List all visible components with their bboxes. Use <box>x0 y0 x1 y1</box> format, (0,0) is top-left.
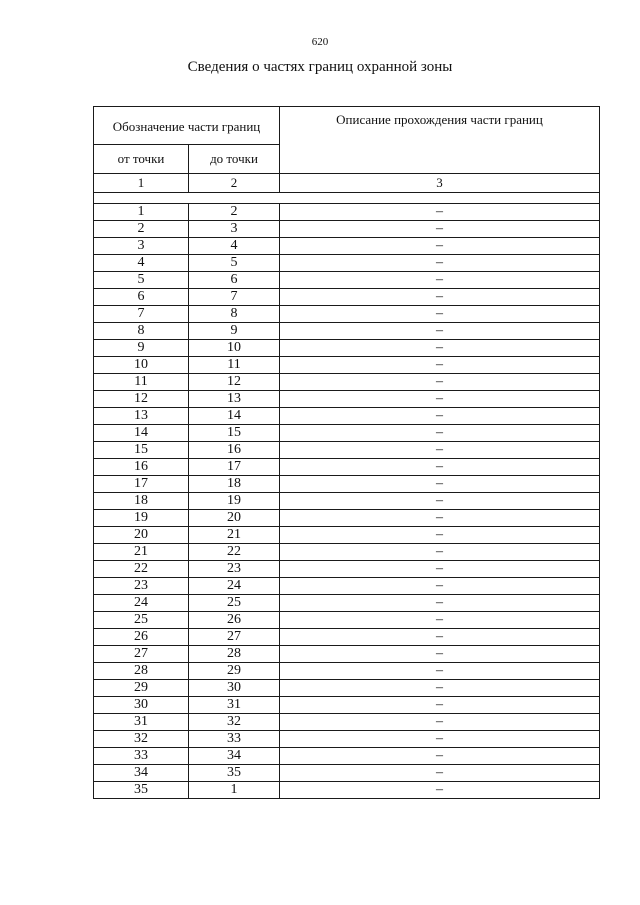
to-point-cell: 17 <box>189 459 280 476</box>
table-row <box>94 527 600 544</box>
description-cell: – <box>280 748 600 765</box>
to-point-cell: 7 <box>189 289 280 306</box>
to-point-cell: 12 <box>189 374 280 391</box>
to-point-cell: 13 <box>189 391 280 408</box>
table-header-row <box>94 107 600 145</box>
to-point-cell: 3 <box>189 221 280 238</box>
description-cell: – <box>280 306 600 323</box>
from-point-cell: 23 <box>94 578 189 595</box>
description-cell: – <box>280 238 600 255</box>
from-point-cell: 21 <box>94 544 189 561</box>
description-cell: – <box>280 374 600 391</box>
to-point-cell: 33 <box>189 731 280 748</box>
table-row <box>94 255 600 272</box>
from-point-cell: 34 <box>94 765 189 782</box>
description-cell: – <box>280 391 600 408</box>
description-cell: – <box>280 680 600 697</box>
table-row <box>94 646 600 663</box>
table-row <box>94 782 600 799</box>
description-cell: – <box>280 340 600 357</box>
from-point-cell: 2 <box>94 221 189 238</box>
description-cell: – <box>280 765 600 782</box>
from-point-cell: 5 <box>94 272 189 289</box>
from-point-cell: 27 <box>94 646 189 663</box>
from-point-cell: 12 <box>94 391 189 408</box>
description-cell: – <box>280 595 600 612</box>
table-row <box>94 714 600 731</box>
table-row <box>94 510 600 527</box>
table-row <box>94 748 600 765</box>
from-point-cell: 7 <box>94 306 189 323</box>
table-row <box>94 629 600 646</box>
to-point-cell: 5 <box>189 255 280 272</box>
description-cell: – <box>280 527 600 544</box>
from-point-cell: 13 <box>94 408 189 425</box>
table-row <box>94 272 600 289</box>
table-row <box>94 578 600 595</box>
description-cell: – <box>280 493 600 510</box>
description-cell: – <box>280 476 600 493</box>
table-row <box>94 340 600 357</box>
to-point-cell: 9 <box>189 323 280 340</box>
table-row <box>94 663 600 680</box>
from-point-cell: 3 <box>94 238 189 255</box>
to-point-cell: 15 <box>189 425 280 442</box>
to-point-cell: 6 <box>189 272 280 289</box>
to-point-cell: 11 <box>189 357 280 374</box>
description-cell: – <box>280 272 600 289</box>
from-point-cell: 33 <box>94 748 189 765</box>
to-point-cell: 29 <box>189 663 280 680</box>
to-point-cell: 26 <box>189 612 280 629</box>
table-row <box>94 731 600 748</box>
to-point-cell: 25 <box>189 595 280 612</box>
description-cell: – <box>280 612 600 629</box>
to-point-cell: 27 <box>189 629 280 646</box>
table-row <box>94 289 600 306</box>
table-row <box>94 697 600 714</box>
from-point-cell: 16 <box>94 459 189 476</box>
to-point-cell: 8 <box>189 306 280 323</box>
description-cell: – <box>280 408 600 425</box>
table-row <box>94 238 600 255</box>
from-point-cell: 25 <box>94 612 189 629</box>
description-cell: – <box>280 697 600 714</box>
to-point-cell: 23 <box>189 561 280 578</box>
from-point-cell: 28 <box>94 663 189 680</box>
description-header: Описание прохождения части границ <box>280 107 600 174</box>
table-row <box>94 408 600 425</box>
table-row <box>94 561 600 578</box>
table-row <box>94 595 600 612</box>
from-point-cell: 9 <box>94 340 189 357</box>
to-point-cell: 1 <box>189 782 280 799</box>
designation-header: Обозначение части границ <box>94 107 280 145</box>
table-row <box>94 544 600 561</box>
table-row <box>94 374 600 391</box>
table-row <box>94 442 600 459</box>
from-point-cell: 19 <box>94 510 189 527</box>
to-point-cell: 4 <box>189 238 280 255</box>
to-point-cell: 10 <box>189 340 280 357</box>
from-point-cell: 15 <box>94 442 189 459</box>
to-point-cell: 31 <box>189 697 280 714</box>
description-cell: – <box>280 459 600 476</box>
table-row <box>94 323 600 340</box>
description-cell: – <box>280 204 600 221</box>
column-number-2: 2 <box>189 174 280 193</box>
to-point-cell: 24 <box>189 578 280 595</box>
to-point-header: до точки <box>189 145 280 174</box>
table-row <box>94 204 600 221</box>
spacer-cell <box>94 193 600 204</box>
description-cell: – <box>280 425 600 442</box>
from-point-cell: 4 <box>94 255 189 272</box>
table-row <box>94 357 600 374</box>
to-point-cell: 14 <box>189 408 280 425</box>
to-point-cell: 20 <box>189 510 280 527</box>
column-number-row <box>94 174 600 193</box>
table-row <box>94 680 600 697</box>
to-point-cell: 28 <box>189 646 280 663</box>
description-cell: – <box>280 561 600 578</box>
description-cell: – <box>280 544 600 561</box>
description-cell: – <box>280 289 600 306</box>
from-point-cell: 30 <box>94 697 189 714</box>
description-cell: – <box>280 629 600 646</box>
description-cell: – <box>280 442 600 459</box>
table-row <box>94 221 600 238</box>
from-point-cell: 20 <box>94 527 189 544</box>
from-point-cell: 14 <box>94 425 189 442</box>
to-point-cell: 2 <box>189 204 280 221</box>
page-number: 620 <box>311 36 329 48</box>
to-point-cell: 19 <box>189 493 280 510</box>
from-point-cell: 10 <box>94 357 189 374</box>
table-row <box>94 765 600 782</box>
document-title: Сведения о частях границ охранной зоны <box>187 59 453 75</box>
to-point-cell: 18 <box>189 476 280 493</box>
from-point-cell: 18 <box>94 493 189 510</box>
to-point-cell: 32 <box>189 714 280 731</box>
from-point-cell: 24 <box>94 595 189 612</box>
to-point-cell: 34 <box>189 748 280 765</box>
from-point-cell: 17 <box>94 476 189 493</box>
description-cell: – <box>280 646 600 663</box>
to-point-cell: 35 <box>189 765 280 782</box>
to-point-cell: 21 <box>189 527 280 544</box>
description-cell: – <box>280 731 600 748</box>
from-point-cell: 31 <box>94 714 189 731</box>
from-point-cell: 22 <box>94 561 189 578</box>
to-point-cell: 16 <box>189 442 280 459</box>
boundary-parts-table <box>93 106 600 799</box>
description-cell: – <box>280 357 600 374</box>
table-row <box>94 306 600 323</box>
column-number-3: 3 <box>280 174 600 193</box>
to-point-cell: 30 <box>189 680 280 697</box>
description-cell: – <box>280 782 600 799</box>
from-point-cell: 8 <box>94 323 189 340</box>
description-cell: – <box>280 221 600 238</box>
from-point-cell: 35 <box>94 782 189 799</box>
to-point-cell: 22 <box>189 544 280 561</box>
table-row <box>94 459 600 476</box>
table-row <box>94 476 600 493</box>
table-row <box>94 493 600 510</box>
from-point-cell: 11 <box>94 374 189 391</box>
table-row <box>94 612 600 629</box>
from-point-cell: 26 <box>94 629 189 646</box>
description-cell: – <box>280 255 600 272</box>
from-point-cell: 1 <box>94 204 189 221</box>
description-cell: – <box>280 663 600 680</box>
table-row <box>94 391 600 408</box>
from-point-cell: 29 <box>94 680 189 697</box>
from-point-cell: 32 <box>94 731 189 748</box>
description-cell: – <box>280 323 600 340</box>
description-cell: – <box>280 510 600 527</box>
description-cell: – <box>280 714 600 731</box>
spacer-row <box>94 193 600 204</box>
from-point-header: от точки <box>94 145 189 174</box>
column-number-1: 1 <box>94 174 189 193</box>
from-point-cell: 6 <box>94 289 189 306</box>
description-cell: – <box>280 578 600 595</box>
table-row <box>94 425 600 442</box>
